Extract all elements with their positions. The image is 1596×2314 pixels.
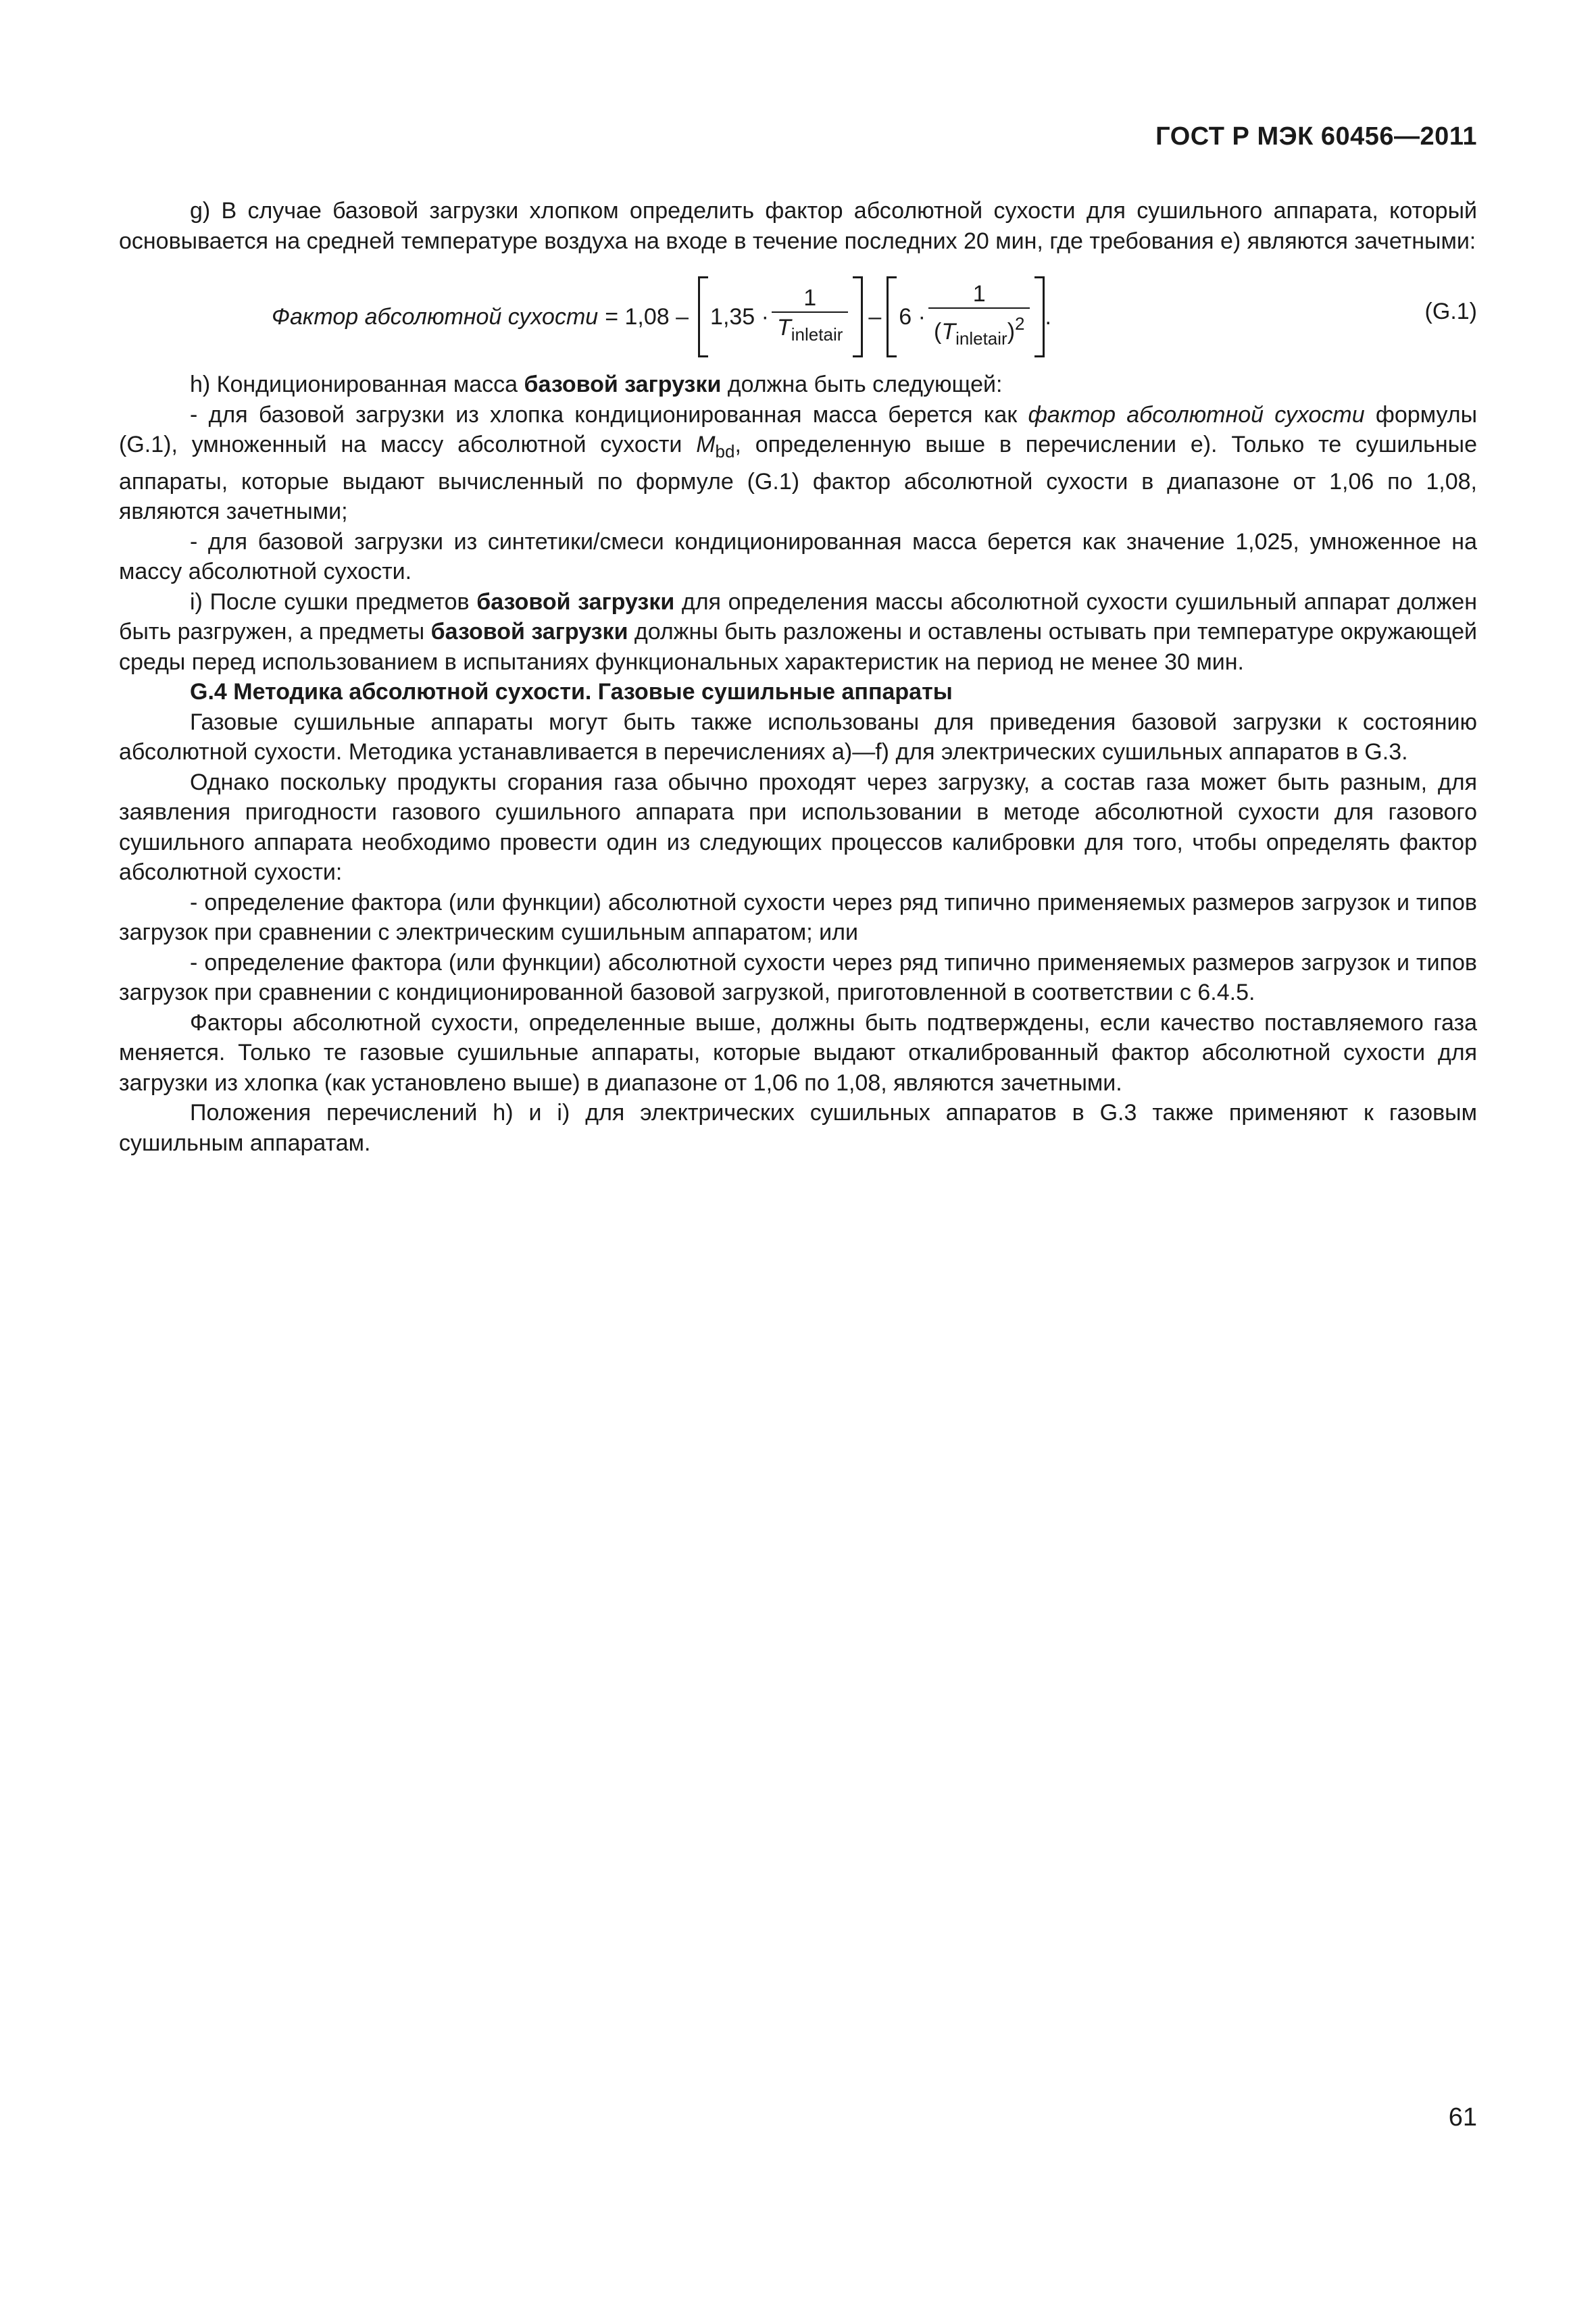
formula-num2: 1: [972, 281, 986, 307]
paragraph-g4-4: Положения перечислений h) и i) для электрических сушильных аппаратов в G.3 также применяют к газовым сушильным аппаратам.: [119, 1100, 1477, 1156]
section-heading-g4: G.4 Методика абсолютной сухости. Газовые сушильные аппараты: [190, 679, 953, 705]
paragraph-g4-dash2: - определение фактора (или функции) абсолютной сухости через ряд типично применяемых размеров загрузок и типов загрузок при сравнении с кондиционированной базовой загрузкой, приготовленной в соответствии с 6.4.5.: [119, 949, 1477, 1005]
formula-bracket-term2: [887, 276, 1045, 357]
paragraph-h: h) Кондиционированная масса базовой загрузки должна быть следующей:: [190, 372, 1003, 397]
formula-label: Фактор абсолютной сухости: [272, 303, 599, 330]
document-header: ГОСТ Р МЭК 60456—2011: [1155, 122, 1477, 151]
formula-num1: 1: [803, 285, 817, 311]
formula-coef2: 6 ·: [899, 303, 926, 330]
formula-expression: [272, 276, 1051, 357]
paragraph-g4-2: Однако поскольку продукты сгорания газа обычно проходят через загрузку, а состав газа может быть разным, для заявления пригодности газового сушильного аппарата при использовании в методе абсолютной сухости для газового сушильного аппарата необходимо провести один из следующих процессов калибровки для того, чтобы определять фактор абсолютной сухости:: [119, 769, 1477, 885]
paragraph-g4-3: Факторы абсолютной сухости, определенные выше, должны быть подтверждены, если качество поставляемого газа меняется. Только те газовые сушильные аппараты, которые выдают откалиброванный фактор абсолютной сухости для загрузки из хлопка (как установлено выше) в диапазоне от 1,06 по 1,08, являются зачетными.: [119, 1009, 1477, 1096]
paragraph-i: i) После сушки предметов базовой загрузки для определения массы абсолютной сухости сушильный аппарат должен быть разгружен, а предметы базовой загрузки должны быть разложены и оставлены остывать при температуре окружающей среды перед использованием в испытаниях функциональных характеристик на период не менее 30 мин.: [119, 588, 1478, 675]
formula-end: .: [1045, 303, 1051, 330]
paragraph-h-dash2: - для базовой загрузки из синтетики/смеси кондиционированная масса берется как значение 1,025, умноженное на массу абсолютной сухости.: [119, 528, 1477, 584]
formula-bracket-term1: [698, 276, 863, 357]
document-body: [119, 196, 1477, 1158]
paragraph-g4-dash1: - определение фактора (или функции) абсолютной сухости через ряд типично применяемых размеров загрузок и типов загрузок при сравнении с электрическим сушильным аппаратом; или: [119, 889, 1477, 945]
formula-coef1: 1,35 ·: [710, 303, 769, 330]
formula-number: (G.1): [1424, 299, 1477, 324]
formula-den1: $T_{inletair}$: [772, 311, 848, 349]
paragraph-g4-1: Газовые сушильные аппараты могут быть также использованы для приведения базовой загрузки к состоянию абсолютной сухости. Методика устанавливается в перечислениях а)—f) для электрических сушильных аппаратов в G.3.: [119, 709, 1477, 765]
paragraph-h-dash1: - для базовой загрузки из хлопка кондиционированная масса берется как фактор абсолютной сухости формулы (G.1), умноженный на массу абсолютной сухости $M_{bd}$, определенную выше в перечислении е). Только те сушильные аппараты, которые выдают вычисленный по формуле (G.1) фактор абсолютной сухости в диапазоне от 1,06 по 1,08, являются зачетными;: [119, 401, 1478, 524]
formula-fraction1: [772, 284, 848, 349]
formula-equals: = 1,08 –: [605, 303, 689, 330]
formula-den2: $(T_{inletair})^2$: [928, 307, 1030, 353]
formula-fraction2: [928, 280, 1030, 353]
formula-g1: [119, 268, 1477, 370]
paragraph-g: g) В случае базовой загрузки хлопком определить фактор абсолютной сухости для сушильного аппарата, который основывается на средней температуре воздуха на входе в течение последних 20 мин, где требования е) являются зачетными:: [119, 198, 1477, 254]
page-number: 61: [1448, 2103, 1477, 2132]
formula-minus: –: [868, 303, 882, 330]
